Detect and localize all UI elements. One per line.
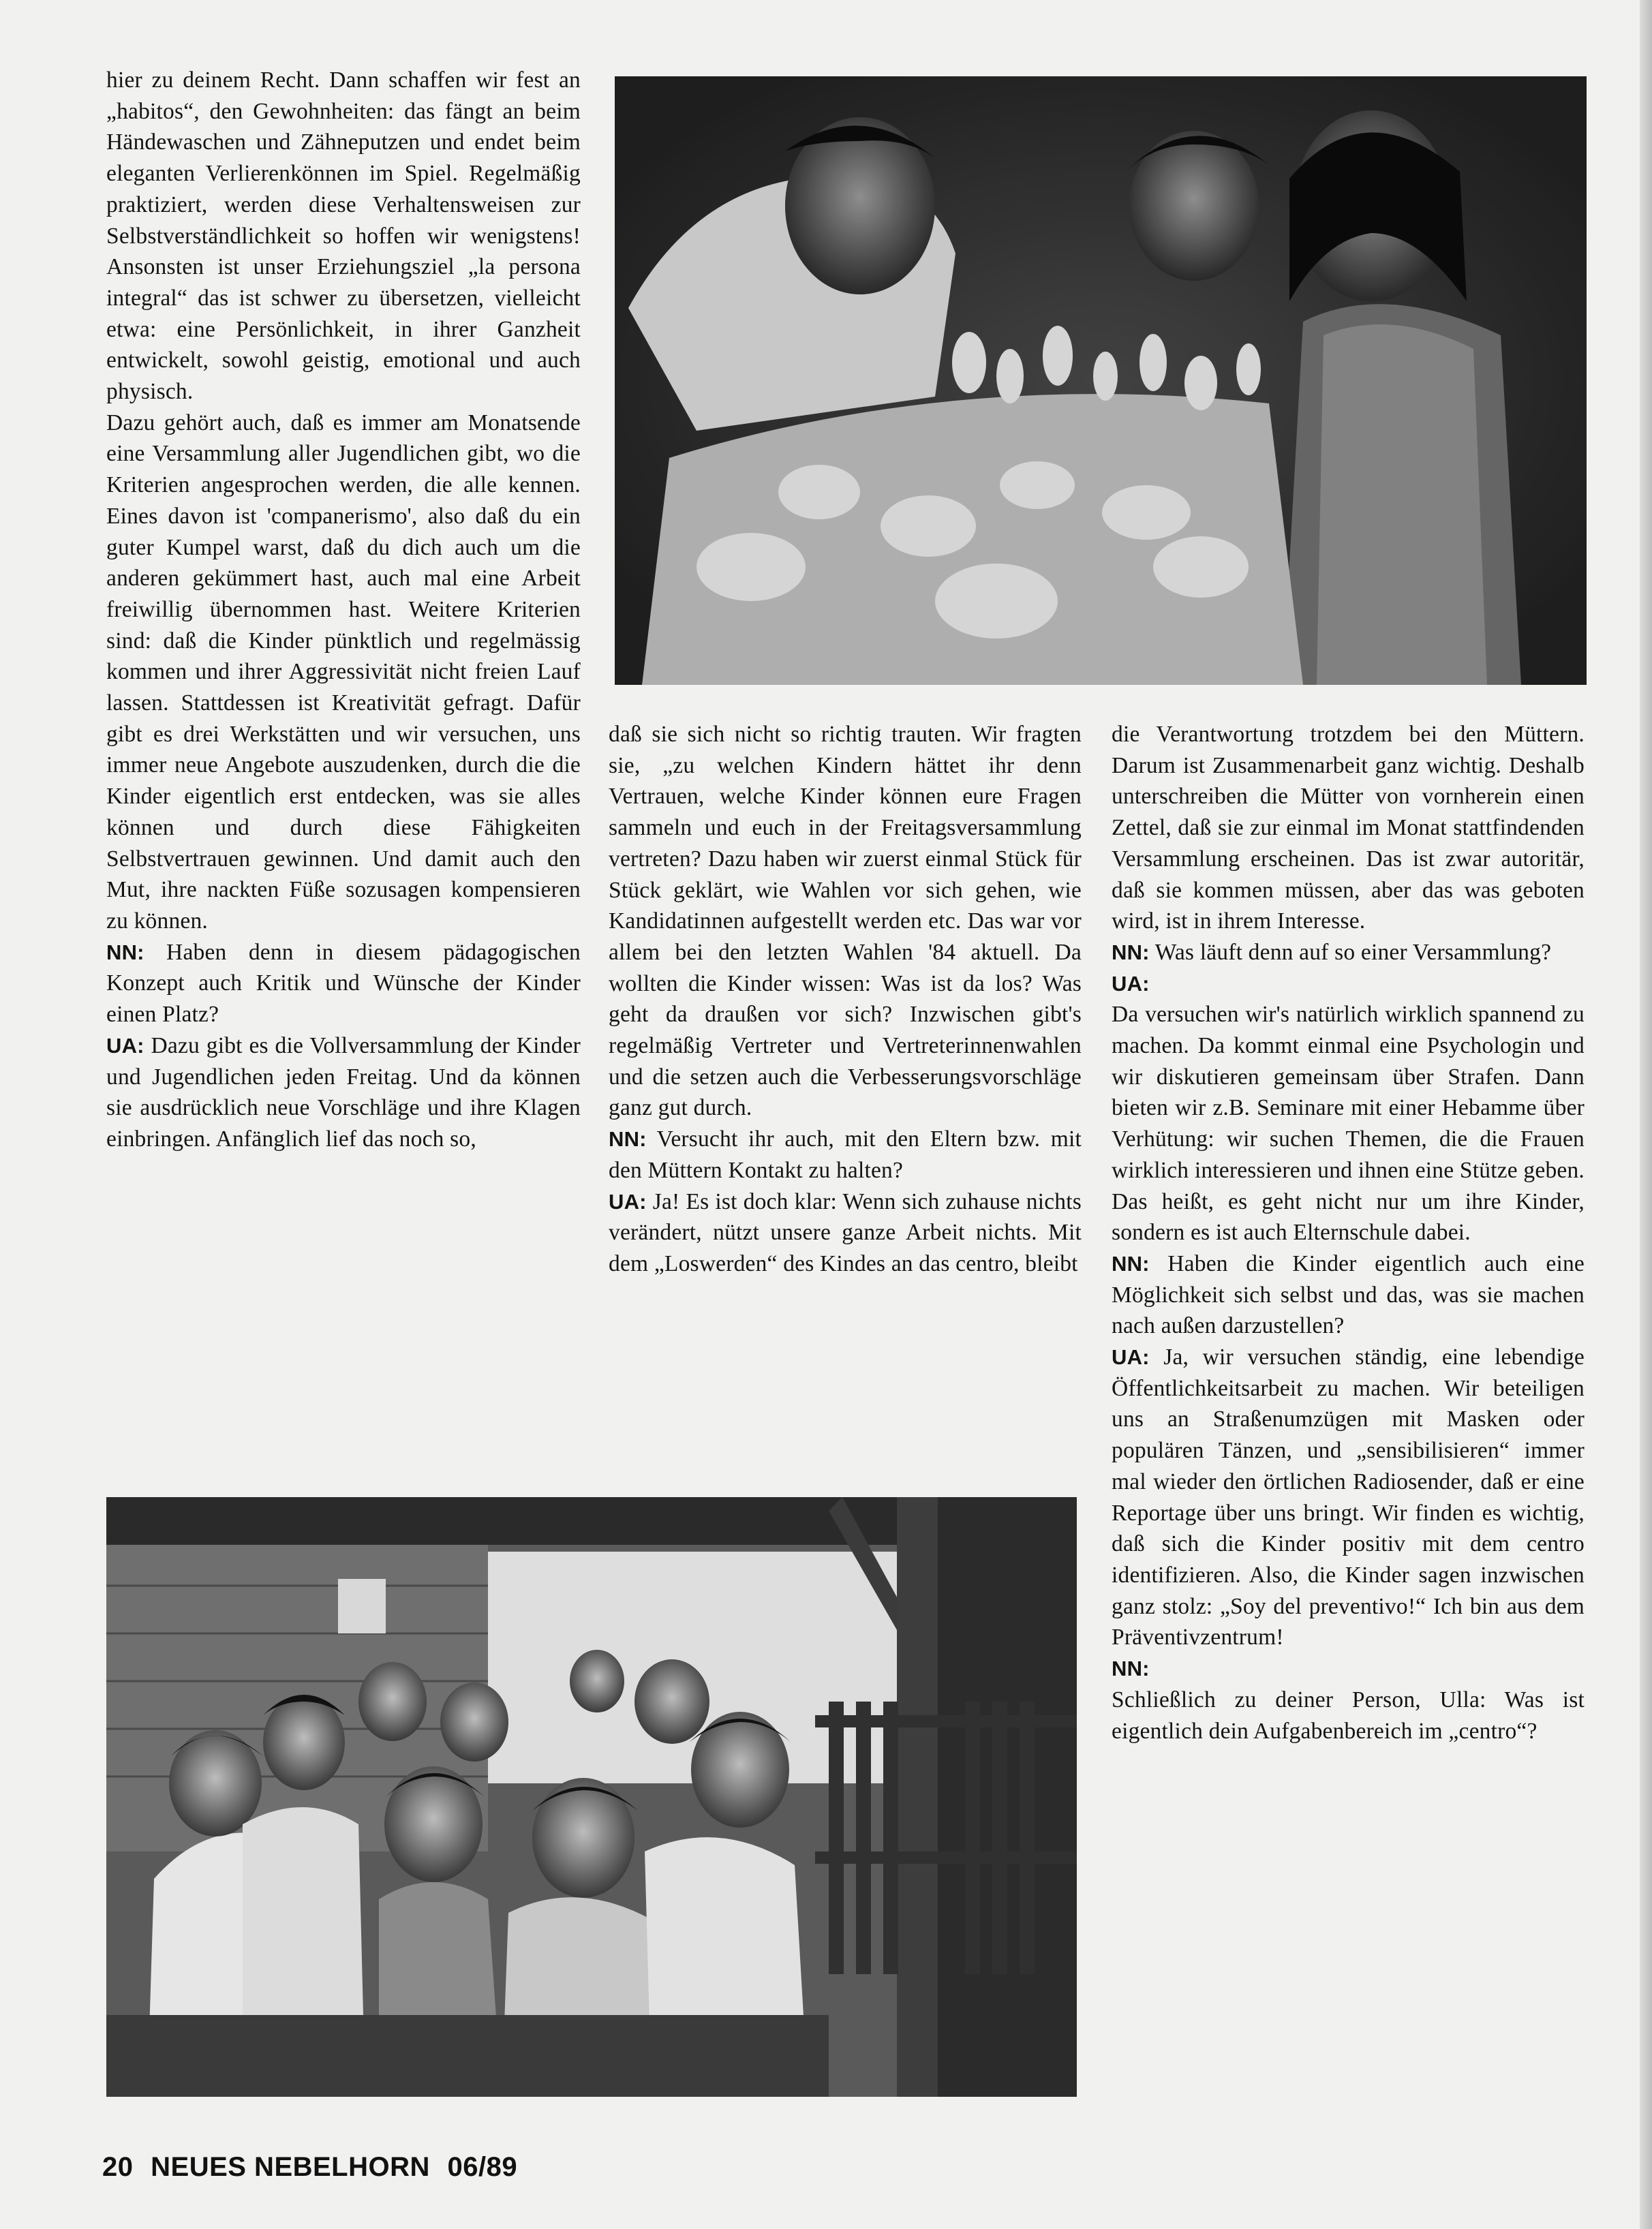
paragraph	[106, 65, 581, 408]
paragraph-text: die Verantwortung trotzdem bei den Müttern. Darum ist Zusammenarbeit ganz wichtig. Deshalb unterschreiben die Mütter von vornherein einen Zettel, daß sie zur einmal im Monat stattfindenden Versammlung erscheinen. Das ist zwar autoritär, daß sie kommen müssen, aber das was geboten wird, ist in ihrem Interesse.	[1112, 722, 1585, 934]
speaker-label: UA:	[106, 1033, 144, 1058]
issue-number: 06/89	[447, 2152, 518, 2182]
paragraph-text: Schließlich zu deiner Person, Ulla: Was ist eigentlich dein Aufgabenbereich im „centro“?	[1112, 1687, 1585, 1744]
paragraph	[609, 1124, 1082, 1186]
magazine-title: NEUES NEBELHORN	[151, 2152, 430, 2182]
scan-edge	[1640, 0, 1652, 2229]
page-footer	[102, 2152, 527, 2183]
speaker-label: NN:	[1112, 1657, 1150, 1681]
photo-group-of-laughing-children-image	[106, 1497, 1077, 2097]
paragraph	[106, 408, 581, 937]
paragraph	[609, 1186, 1082, 1280]
paragraph	[1112, 719, 1585, 937]
paragraph	[1112, 1653, 1585, 1685]
paragraph	[106, 937, 581, 1030]
text-column-1	[106, 65, 581, 1155]
photo-children-with-clay-figures	[615, 76, 1587, 685]
paragraph-text: Dazu gehört auch, daß es immer am Monatsende eine Versammlung aller Jugendlichen gibt, wo die Kriterien angesprochen werden, die alle kennen. Eines davon ist 'companerismo', also daß du ein guter Kumpel warst, daß du dich auch um die anderen gekümmert hast, auch mal eine Arbeit freiwillig übernommen hast. Weitere Kriterien sind: daß die Kinder pünktlich und regelmässig kommen und ihrer Aggressivität nicht freien Lauf lassen. Stattdessen ist Kreativität gefragt. Dafür gibt es drei Werkstätten und wir versuchen, uns immer neue Angebote auszudenken, durch die die Kinder eigentlich erst entdecken, was sie alles können und durch diese Fähigkeiten Selbstvertrauen gewinnen. Und damit auch den Mut, ihre nackten Füße sozusagen kompensieren zu können.	[106, 410, 581, 934]
paragraph	[1112, 937, 1585, 968]
paragraph-text: Versucht ihr auch, mit den Eltern bzw. mit den Müttern Kontakt zu halten?	[609, 1126, 1082, 1183]
paragraph	[1112, 1685, 1585, 1747]
photo-group-of-laughing-children	[106, 1497, 1077, 2097]
paragraph-text: Ja! Es ist doch klar: Wenn sich zuhause nichts verändert, nützt unsere ganze Arbeit nichts. Mit dem „Loswerden“ des Kindes an das centro, bleibt	[609, 1188, 1082, 1276]
paragraph-text: Haben die Kinder eigentlich auch eine Möglichkeit sich selbst und das, was sie machen nach außen darzustellen?	[1112, 1250, 1585, 1339]
speaker-label: NN:	[1112, 940, 1150, 964]
page-number: 20	[102, 2152, 134, 2182]
paragraph-text: Haben denn in diesem pädagogischen Konzept auch Kritik und Wünsche der Kinder einen Platz?	[106, 939, 581, 1028]
paragraph-text: hier zu deinem Recht. Dann schaffen wir fest an „habitos“, den Gewohnheiten: das fängt an beim Händewaschen und Zähneputzen und endet beim eleganten Verlierenkönnen im Spiel. Regelmäßig praktiziert, werden diese Verhaltensweisen zur Selbstverständlichkeit so hoffen wir wenigstens! Ansonsten ist unser Erziehungsziel „la persona integral“ das ist schwer zu übersetzen, vielleicht etwa: eine Persönlichkeit, in ihrer Ganzheit entwickelt, sowohl geistig, emotional und auch physisch.	[106, 67, 581, 405]
paragraph-text: Da versuchen wir's natürlich wirklich spannend zu machen. Da kommt einmal eine Psychologin und wir diskutieren gemeinsam über Strafen. Dann bieten wir z.B. Seminare mit einer Hebamme über Verhütung: wir suchen Themen, die die Frauen wirklich interessieren und ihnen eine Stütze geben. Das heißt, es geht nicht nur um ihre Kinder, sondern es ist auch Elternschule dabei.	[1112, 1002, 1585, 1246]
text-column-2	[609, 719, 1082, 1280]
paragraph	[1112, 968, 1585, 1000]
paragraph-text: Was läuft denn auf so einer Versammlung?	[1154, 939, 1552, 965]
paragraph	[1112, 999, 1585, 1248]
speaker-label: UA:	[1112, 1345, 1150, 1370]
speaker-label: NN:	[609, 1127, 647, 1152]
paragraph-text: Ja, wir versuchen ständig, eine lebendige Öffentlichkeitsarbeit zu machen. Wir beteiligen uns an Straßenumzügen mit Masken oder populären Tänzen, und „sensibilisieren“ immer mal wieder den örtlichen Radiosender, daß er eine Reportage über uns bringt. Wir finden es wichtig, daß sich die Kinder positiv mit dem centro identifizieren. Also, die Kinder sagen inzwischen ganz stolz: „Soy del preventivo!“ Ich bin aus dem Präventivzentrum!	[1112, 1344, 1585, 1650]
paragraph	[1112, 1342, 1585, 1653]
photo-children-with-clay-figures-image	[615, 76, 1587, 685]
speaker-label: NN:	[1112, 1251, 1150, 1276]
paragraph	[609, 719, 1082, 1124]
speaker-label: UA:	[1112, 971, 1150, 996]
paragraph-text: daß sie sich nicht so richtig trauten. Wir fragten sie, „zu welchen Kindern hättet ihr denn Vertrauen, welche Kinder können eure Fragen sammeln und euch in der Freitagsversammlung vertreten? Dazu haben wir zuerst einmal Stück für Stück geklärt, wie Wahlen vor sich gehen, wie Kandidatinnen aufgestellt werden etc. Das war vor allem bei den letzten Wahlen '84 aktuell. Da wollten die Kinder wissen: Was ist da los? Was geht da draußen vor sich? Inzwischen gibt's regelmäßig Vertreter und Vertreterinnenwahlen und die setzen auch die Verbesserungsvorschläge ganz gut durch.	[609, 722, 1082, 1121]
paragraph	[1112, 1248, 1585, 1342]
paragraph-text: Dazu gibt es die Vollversammlung der Kinder und Jugendlichen jeden Freitag. Und da können sie ausdrücklich neue Vorschläge und ihre Klagen einbringen. Anfänglich lief das noch so,	[106, 1032, 581, 1152]
text-column-3	[1112, 719, 1585, 1747]
paragraph	[106, 1030, 581, 1155]
speaker-label: UA:	[609, 1189, 647, 1214]
speaker-label: NN:	[106, 940, 144, 964]
